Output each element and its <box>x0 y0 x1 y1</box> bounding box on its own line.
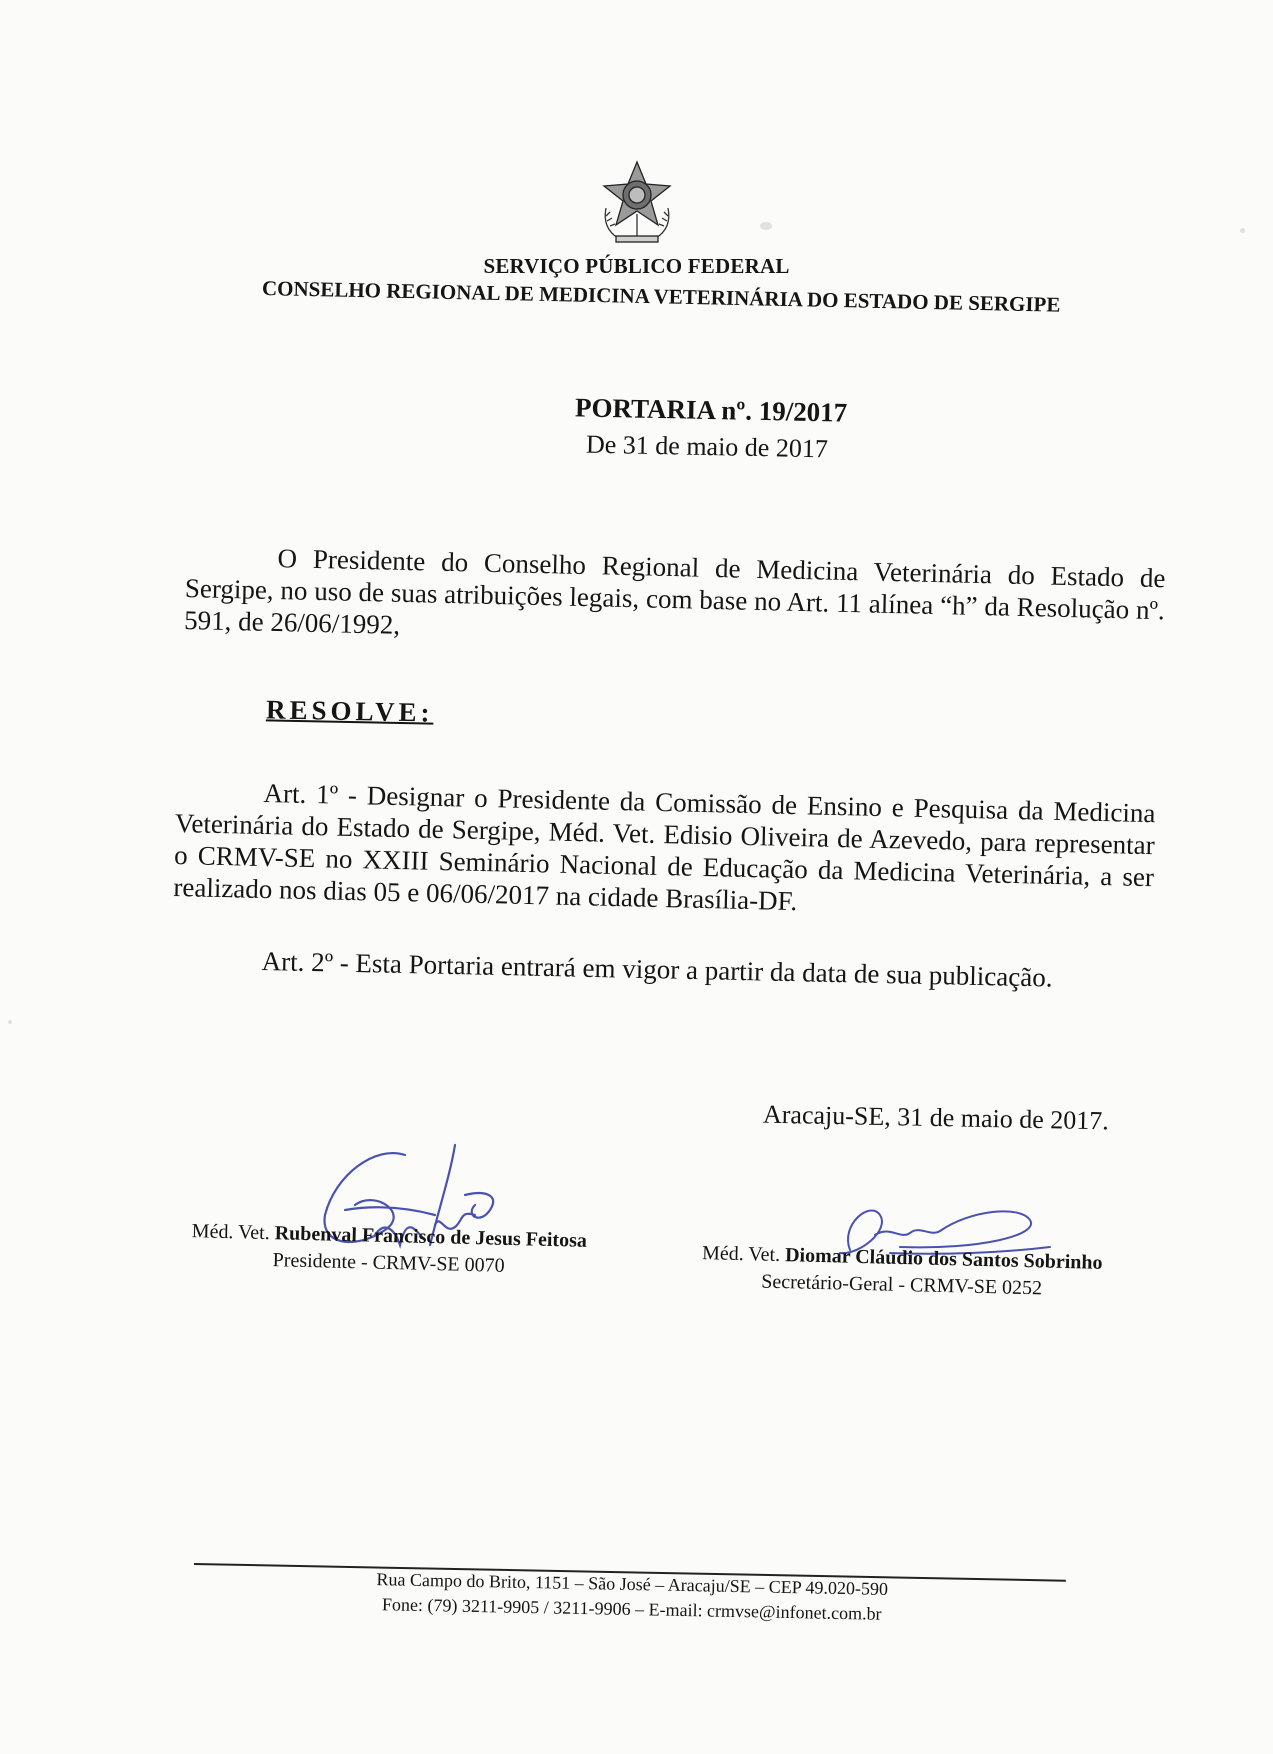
portaria-title: PORTARIA nº. 19/2017 <box>574 392 848 428</box>
signatory-name: Diomar Cláudio dos Santos Sobrinho <box>784 1244 1103 1274</box>
signature-block-president <box>163 1220 614 1281</box>
footer-address: Rua Campo do Brito, 1151 – São José – Aracaju/SE – CEP 49.020-590 <box>376 1569 889 1599</box>
service-heading: SERVIÇO PÚBLICO FEDERAL <box>483 254 790 278</box>
council-heading: CONSELHO REGIONAL DE MEDICINA VETERINÁRIA DO ESTADO DE SERGIPE <box>261 276 1061 317</box>
scan-speck <box>760 222 772 230</box>
intro-text: O Presidente do Conselho Regional de Medicina Veterinária do Estado de Sergipe, no uso de suas atribuições legais, com base no Art. 11 alínea “h” da Resolução nº. 591, de 26/06/1992, <box>183 543 1166 640</box>
signatory-prefix: Méd. Vet. <box>191 1220 271 1245</box>
signature-block-secretary <box>671 1241 1132 1302</box>
signatory-prefix: Méd. Vet. <box>701 1242 781 1267</box>
signatory-name: Rubenval Francisco de Jesus Feitosa <box>274 1222 588 1252</box>
article-1 <box>173 775 1156 925</box>
resolve-heading: RESOLVE: <box>265 694 434 728</box>
intro-paragraph <box>184 540 1166 658</box>
article-1-text: Art. 1º - Designar o Presidente da Comissão de Ensino e Pesquisa da Medicina Veterinária do Estado de Sergipe, Méd. Vet. Edisio Oliveira de Azevedo, para representar o CRMV-SE no XXIII Seminário Nacional de Educação da Medicina Veterinária, a ser realizado nos dias 05 e 06/06/2017 na cidade Brasília-DF. <box>173 777 1156 917</box>
signatory-role: Secretário-Geral - CRMV-SE 0252 <box>761 1270 1043 1300</box>
place-and-date: Aracaju-SE, 31 de maio de 2017. <box>762 1099 1110 1136</box>
scan-speck <box>8 1020 12 1024</box>
footer-contact: Fone: (79) 3211-9905 / 3211-9906 – E-mail: crmvse@infonet.com.br <box>381 1594 882 1624</box>
scan-speck <box>1240 228 1245 233</box>
brazil-coat-of-arms-icon <box>596 158 678 246</box>
portaria-date: De 31 de maio de 2017 <box>585 429 829 464</box>
footer <box>322 1566 943 1628</box>
signatory-role: Presidente - CRMV-SE 0070 <box>272 1249 505 1277</box>
article-2: Art. 2º - Esta Portaria entrará em vigor a partir da data de sua publicação. <box>261 945 1053 993</box>
